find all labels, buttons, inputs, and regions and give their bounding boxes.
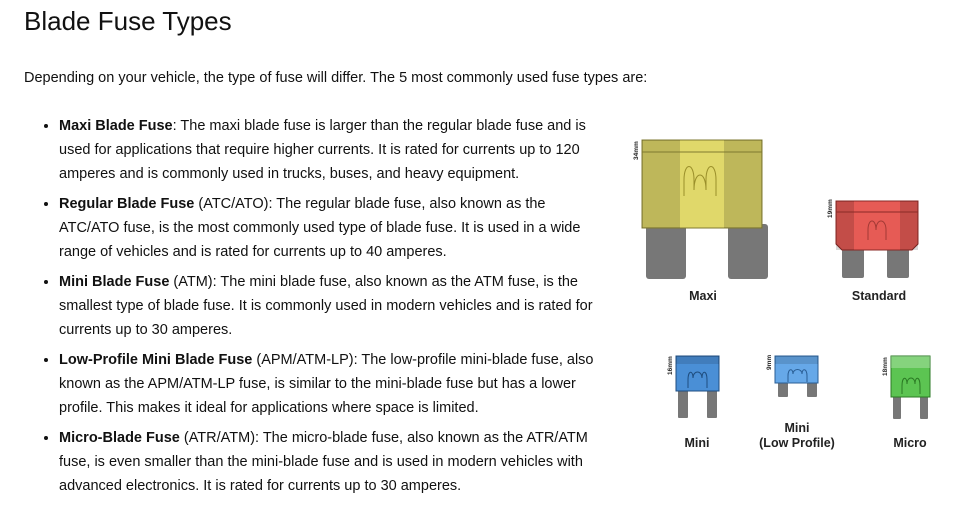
fuse-name: Low-Profile Mini Blade Fuse xyxy=(59,352,253,368)
fuse-code: (ATC/ATO) xyxy=(194,196,269,212)
fuse-description: : The regular blade fuse, also known as the ATC/ATO fuse, is the most commonly used type of blade fuse. It is used in a wide range of vehicles and is rated for currents up to 40 amperes. xyxy=(59,196,581,260)
fuse-code: (ATM) xyxy=(169,274,213,290)
maxi-dimension-label: 34mm xyxy=(633,141,640,160)
mini-low-profile-label-line2: (Low Profile) xyxy=(759,436,835,450)
standard-fuse xyxy=(827,199,918,303)
standard-dimension-label: 19mm xyxy=(827,199,834,218)
fuse-description: : The maxi blade fuse is larger than the regular blade fuse and is used for applications that require higher currents. It is rated for currents up to 120 amperes and is commonly used in trucks, buses, and heavy equipment. xyxy=(59,118,586,182)
fuse-name: Mini Blade Fuse xyxy=(59,274,170,290)
mini-fuse xyxy=(667,356,719,450)
mini-label: Mini xyxy=(684,436,710,450)
maxi-fuse-side-shade xyxy=(642,140,680,228)
fuse-name: Maxi Blade Fuse xyxy=(59,118,173,134)
standard-fuse-blade xyxy=(842,248,864,278)
fuse-types-illustration xyxy=(620,120,950,460)
standard-fuse-blade xyxy=(887,248,909,278)
mini-fuse-blade xyxy=(707,388,717,418)
micro-dimension-label: 18mm xyxy=(882,357,889,376)
page-title: Blade Fuse Types xyxy=(24,6,232,36)
fuse-name: Regular Blade Fuse xyxy=(59,196,195,212)
micro-fuse-blade xyxy=(920,394,928,419)
maxi-label: Maxi xyxy=(689,289,717,303)
fuse-description: : The micro-blade fuse, also known as the ATR/ATM fuse, is even smaller than the mini-blade fuse and is used in modern vehicles with advanced electronics. It is rated for currents up to 30 amperes. xyxy=(59,430,588,494)
micro-fuse-top-cap xyxy=(891,356,930,368)
fuse-type-list xyxy=(40,114,599,504)
list-item xyxy=(59,270,599,342)
mini-low-profile-dimension-label: 9mm xyxy=(766,354,773,370)
micro-label: Micro xyxy=(893,436,927,450)
mini-fuse-top-cap xyxy=(676,356,719,364)
maxi-fuse xyxy=(633,140,768,303)
mini-low-profile-label: Mini xyxy=(784,421,810,435)
micro-fuse-blade xyxy=(893,394,901,419)
maxi-fuse-side-shade xyxy=(724,140,762,228)
fuse-description: : The mini blade fuse, also known as the ATM fuse, is the smallest type of blade fuse. It is commonly used in modern vehicles and is rated for currents up to 30 amperes. xyxy=(59,274,593,338)
list-item xyxy=(59,114,599,186)
fuse-name: Micro-Blade Fuse xyxy=(59,430,180,446)
fuse-code: (ATR/ATM) xyxy=(179,430,256,446)
maxi-fuse-blade xyxy=(646,224,686,279)
mini-low-profile-fuse-top-cap xyxy=(775,356,818,364)
list-item xyxy=(59,192,599,264)
mini-dimension-label: 16mm xyxy=(667,356,674,375)
maxi-fuse-blade xyxy=(728,224,768,279)
fuse-code: (APM/ATM-LP) xyxy=(252,352,354,368)
list-item xyxy=(59,348,599,420)
standard-fuse-side-shade xyxy=(900,201,918,250)
standard-fuse-side-shade xyxy=(836,201,854,250)
mini-fuse-blade xyxy=(678,388,688,418)
standard-label: Standard xyxy=(851,289,907,303)
mini-low-profile-fuse xyxy=(759,355,835,450)
fuse-description: : The low-profile mini-blade fuse, also known as the APM/ATM-LP fuse, is similar to the mini-blade fuse but has a lower profile. This makes it ideal for applications where space is limited. xyxy=(59,352,594,416)
micro-fuse xyxy=(882,356,930,450)
list-item xyxy=(59,426,599,498)
intro-paragraph: Depending on your vehicle, the type of fuse will differ. The 5 most commonly used fuse types are: xyxy=(24,70,648,86)
